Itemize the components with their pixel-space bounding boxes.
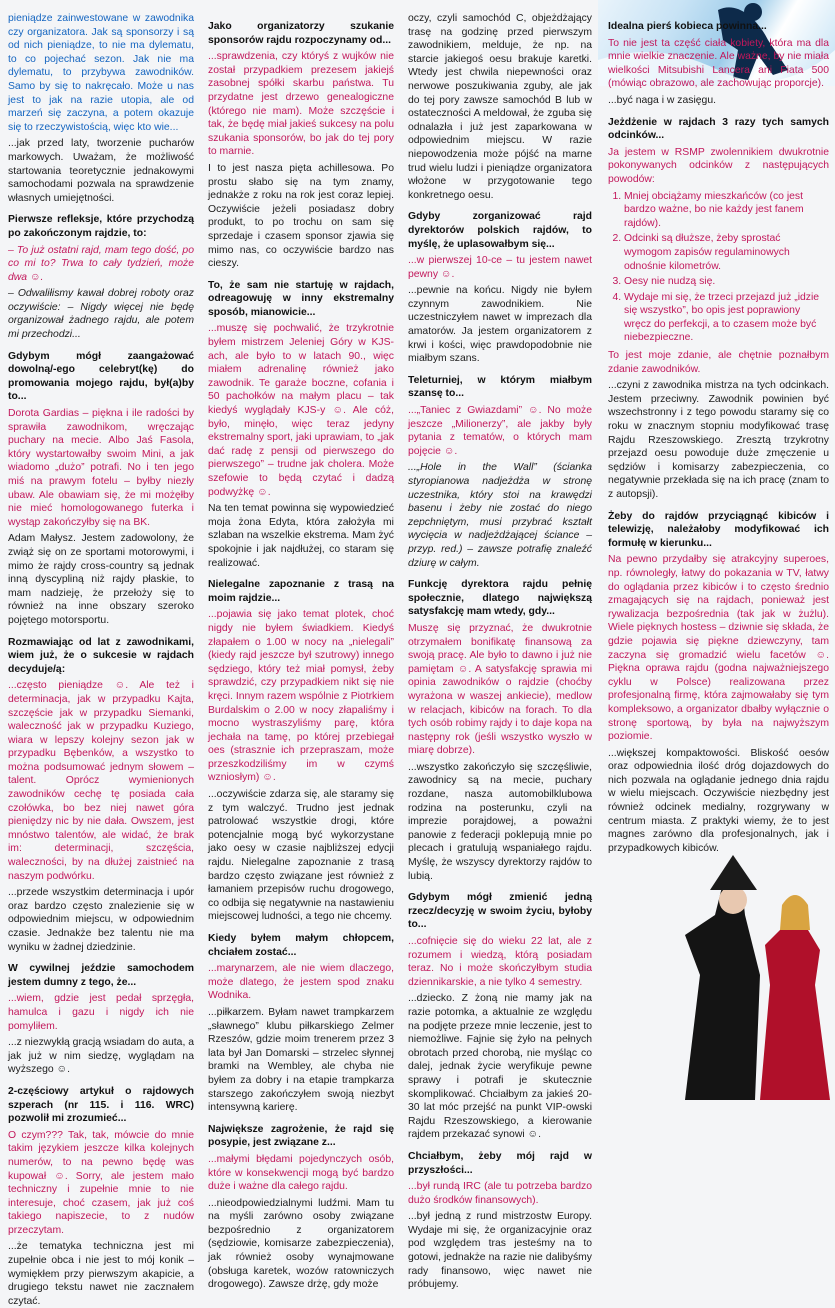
paragraph: – To już ostatni rajd, mam tego dość, po co mi to? Trwa to cały tydzień, może dwa ☺. [8, 244, 194, 283]
paragraph: oczy, czyli samochód C, objeżdżający trasę na godzinę przed pierwszym zawodnikiem, melduje, że np. na starcie jakiegoś oesu brakuje karetki. Wtedy jest chwila niepewności oraz nerwowe poszukiwania zguby, ale jak do tej pory zawsze samochód B lub w ostateczności A meldował, że zguba się odnalazła i już jest zaparkowana w odpowiednim miejscu. W razie niepowodzenia może pójść na marne trud wielu ludzi i pieniądze organizatora włożone w przygotowanie tego konkretnego oesu. [408, 13, 592, 201]
ideal-text-2: ...być naga i w zasięgu. [608, 94, 717, 106]
paragraph: ...w pierwszej 10-ce – tu jestem nawet pewny ☺. [408, 255, 592, 280]
paragraph: ...małymi błędami pojedynczych osób, które w konsekwencji mogą być bardzo duże i ważne dla całego rajdu. [208, 1153, 394, 1193]
paragraph: ...piłkarzem. Byłam nawet trampkarzem „sławnego” klubu piłkarskiego Zelmer Rzeszów, gdzie moim trenerem przez 3 lata był Jan Domarski – strzelec słynnej bramki na Wembley, ale chyba nie byłem za dobry i na etapie trampkarza starszego zakończyłem swoją niezbyt intensywną karierę. [208, 1006, 394, 1114]
list-item: 3. Oesy nie nudzą się. [624, 275, 829, 289]
paragraph: ...wszystko zakończyło się szczęśliwie, zawodnicy są na mecie, puchary rozdane, nasza automobilklubowa rodzina na posterunku, czyli na imprezie porajdowej, a poważni panowie z federacji poklepują mnie po plecach i gratulują wspaniałego rajdu. Myślę, że wszyscy dyrektorzy rajdów to lubią. [408, 761, 592, 882]
paragraph: Muszę się przyznać, że dwukrotnie otrzymałem bonifikatę finansową za swoją pracę. Ale było to dawno i już nie pamiętam ☺. A satysfakcję sprawia mi opinia zawodników o rajdzie (choćby wyrażona w waszej ankiecie), medlow w relacjach, kibiców na forach. To dla tych osób robimy rajdy i to daje kopa na następny rok (jeśli wszystko wyszło w miarę dobrze). [408, 622, 592, 757]
question-heading: Gdyby zorganizować rajd dyrektorów polskich rajdów, to myślę, że uplasowałbym się... [408, 211, 592, 250]
paragraph: Dorota Gardias – piękna i ile radości by sprawiła zawodnikom, wręczając puchary na mecie. Albo Jaś Fasola, który wystartowałby swoim Mini, a jak wiadomo „dużo” potrafi. No i ten jego miś na prawym fotelu – byłby niezły ubaw. Ale obawiam się, że mi możęłby nie mieć homologowanego futerka i wystąp zakończyłby się na BK. [8, 408, 194, 528]
question-heading: 2-częściowy artykuł o rajdowych szperach (nr 115. i 116. WRC) pozwolił mi zrozumieć... [8, 1085, 194, 1125]
list-item: 2. Odcinki są dłuższe, żeby sprostać wymogom zapisów regulaminowych odnośnie kilometrów. [624, 232, 829, 273]
paragraph: ...z niezwykłą gracją wsiadam do auta, a jak już w nim siedzę, wyglądam na wyższego ☺. [8, 1037, 194, 1076]
question-heading: Teleturniej, w którym miałbym szansę to... [408, 374, 592, 400]
question-heading: Gdybym mógł zaangażować dowolną/-ego celebryt(kę) do promowania mojego rajdu, był(a)by to... [8, 350, 194, 403]
column-3 [400, 0, 598, 1291]
paragraph: ...„Taniec z Gwiazdami” ☺. No może jeszcze „Milionerzy”, ale jakby były pytania z tematów, o których mam pojęcie ☺. [408, 405, 592, 457]
question-heading: Jako organizatorzy szukanie sponsorów rajdu rozpoczynamy od... [208, 21, 394, 46]
kibice-title: Żeby do rajdów przyciągnąć kibiców i telewizję, należałoby modyfikować ich formułę w kierunku... [608, 510, 829, 549]
ideal-title: Idealna pierś kobieca powinna... [608, 21, 767, 32]
list-item: 4. Wydaje mi się, że trzeci przejazd już „idzie się wszystko”, bo opis jest poprawiony wręcz do perfekcji, a to czasem może być niebezpieczne. [624, 291, 829, 345]
paragraph: ...nieodpowiedzialnymi ludźmi. Mam tu na myśli zarówno osoby związane bezpośrednio z organizatorem (sędziowie, komisarze zabezpieczenia), jak również osoby wynajmowane (obsługa karetek, wozów ratowniczych drogowego). Zawsze drżę, gdy może [208, 1197, 394, 1291]
paragraph: ...cofnięcie się do wieku 22 lat, ale z rozumem i wiedzą, którą posiadam teraz. No i może skończyłbym studia dziennikarskie, a nie tylko 4 semestry. [408, 936, 592, 988]
paragraph: ...marynarzem, ale nie wiem dlaczego, może dlatego, że jestem spod znaku Wodnika. [208, 963, 394, 1002]
paragraph: ...wiem, gdzie jest pedał sprzęgła, hamulca i gazu i nigdy ich nie pomyliłem. [8, 993, 194, 1032]
question-heading: Nielegalne zapoznanie z trasą na moim rajdzie... [208, 579, 394, 604]
paragraph: ...pewnie na końcu. Nigdy nie byłem czynnym zawodnikiem. Nie uczestniczyłem nawet w imprezach dla amatorów. Ja jestem organizatorem z krwi i kości, więc prawdopodobnie nie miałbym szans. [408, 285, 592, 365]
question-heading: Funkcję dyrektora rajdu pełnię społecznie, dlatego największą satysfakcję mam wtedy, gdy... [408, 579, 592, 618]
paragraph: ...dziecko. Z żoną nie mamy jak na razie potomka, a aktualnie ze względu na podjęte przeze mnie leczenie, jest to niemożliwe. Fajnie się żyło na pełnych obrotach przed chorobą, nie myśląc co dalej, jednak życie weryfikuje pewne sprawy i potrafi je skutecznie skomplikować. Chciałbym za jakieś 20-30 lat móc przejść na punkt VIP-owski Rajdu Rzeszowskiego, a kierowanie rajdem przekazać synowi ☺. [408, 993, 592, 1141]
question-heading: Kiedy byłem małym chłopcem, chciałem zostać... [208, 933, 394, 958]
paragraph: ...często pieniądze ☺. Ale też i determinacja, jak w przypadku Kajta, szczęście jak w przypadku Siemanki, waleczność jak w przypadku Kuziego, wiara w lepszy kolejny sezon jak w przypadku Bębenków, a wszystko to można podsumować jednym słowem – talent. Oprócz wymienionych zawodników cechę tę posiada cała czołówka, bo bez niej nawet góra pieniędzy nic by nie dała. Owszem, jest mnóstwo talentów, ale widać, że brak im: determinacji, szczęścia, waleczności, by na dłużej zaistnieć na naszym podwórku. [8, 680, 194, 882]
kibice-text: Na pewno przydałby się atrakcyjny superoes, np. równoległy, łatwy do pokazania w TV, łatwy do oglądania przez kibiców i to często średnio zmagających się na rajdach, ponieważ jest rywalizacja bezpośrednia (tak jak w żużlu). Wiele pięknych hostess – dziwnie się składa, że gdzie pojawia się piękne dziewczyny, tam zaczyna się gromadzić wielu facetów ☺. Piękna oprawa rajdu (godna najważniejszego cyklu w Polsce) realizowana przez profesjonalną firmę, która zajmowałaby się tym kompleksowo, a organizator dbałby wyłącznie o stronę sportową, by była na najwyższym poziomie. [608, 554, 829, 743]
question-heading: Chciałbym, żeby mój rajd w przyszłości... [408, 1150, 592, 1176]
paragraph: ...sprawdzenia, czy któryś z wujków nie został przypadkiem prezesem jakiejś zasobnej spółki skarbu państwa. Tu przydatne jest drzewo genealogiczne (którego nie mam). Może szczęście i tak, że będę miał jakieś sukcesy na polu szukania sponsorów, bo jak do tej pory to marnie. [208, 51, 394, 158]
paragraph: pieniądze zainwestowane w zawodnika czy organizatora. Jak są sponsorzy i są od nich pieniądze, to nie ma dylematu, to co pojechać sezon. Jak nie ma dylematu, to przybywa zawodników. Samo by się to nakręcało. Może u nas jest to jak na razie utopia, ale od marzeń się zaczyna, a potem okazuje się to rzeczywistością, więc kto wie... [8, 13, 194, 133]
jazda-text-2: To jest moje zdanie, ale chętnie poznałbym zdanie zawodników. [608, 350, 829, 375]
question-heading: Gdybym mógł zmienić jedną rzecz/decyzję w swoim życiu, byłoby to... [408, 892, 592, 931]
paragraph: – Odwaliłismy kawał dobrej roboty oraz oczywiście: – Nigdy więcej nie będę organizował żadnego rajdu, ale potem mi przechodzi... [8, 288, 194, 341]
paragraph: ...pojawia się jako temat plotek, choć nigdy nie byłem świadkiem. Kiedyś złapałem o 1.00 w nocy na „nielegali” (kiedy rajd jeszcze był szutrowy) innego sędziego, który też miał pomysł, żeby sprawdzić, czy przypadkiem nikt się nie kręci. Innym razem wspólnie z Piotrkiem Burdalskim o 2.00 w nocy złapaliśmy i mocno wystraszyliśmy parę, która jechała na tamę, po której przebiegał oes (strasznie ich przepraszam, może przeszkodziliśmy im w czymś wzniosłym) ☺. [208, 609, 394, 784]
question-heading: To, że sam nie startuję w rajdach, odreagowuję w inny ekstremalny sposób, mianowicie... [208, 279, 394, 318]
column-1 [0, 0, 200, 1307]
question-heading: Największe zagrożenie, że rajd się posypie, jest związane z... [208, 1123, 394, 1149]
jazda-text: Ja jestem w RSMP zwolennikiem dwukrotnie pokonywanych odcinków z następujących powodów: [608, 146, 829, 185]
kibice-text-2: ...większej kompaktowości. Bliskość oesów oraz odpowiednia ilość dróg dojazdowych do nich pozwala na oglądanie jednego dnia rajdu w wielu miejscach. Oczywiście niezbędny jest również odcinek medialny, rozgrywany w centrum miasta. Z praktyki wiemy, że to jest magnes zarówno dla profesjonalnych, jak i przypadkowych kibiców. [608, 747, 829, 854]
paragraph: I to jest nasza pięta achillesowa. Po prostu słabo się na tym znamy, jednakże z roku na rok jest coraz lepiej. Oczywiście jeżeli posiadasz dobry produkt, to po trochu on sam się sprzedaje i czasem sponsor zjawia się mimo nas, co oczywiście bardzo nas cieszy. [208, 162, 394, 270]
paragraph: Na ten temat powinna się wypowiedzieć moja żona Edyta, która założyła mi szlaban na wszelkie ekstrema. Mam żyć spokojnie i jak najdłużej, co staram się realizować. [208, 503, 394, 569]
paragraph: Adam Małysz. Jestem zadowolony, że zwiąż się on ze sportami motorowymi, i mimo że rajdy cross-country są jednak inną dyscypliną niż rajdy płaskie, to mam nadzieję, że przełoży się to również na inne obszary szeroko pojętego motorsportu. [8, 533, 194, 626]
paragraph: ...jak przed laty, tworzenie pucharów markowych. Uważam, że możliwość startowania teoretycznie jednakowymi samochodami pozwala na sprawdzenie własnych umiejętności. [8, 138, 194, 204]
ideal-text: To nie jest ta część ciała kobiety, która ma dla mnie wielkie znaczenie. Ale ważne, by nie miała wielkości Mitsubishi Lancera ani Fiata 500 (mówiąc obrazowo, ale zachowując proporcje). [608, 37, 829, 90]
question-heading: Pierwsze refleksje, które przychodzą po zakończonym rajdzie, to: [8, 214, 194, 239]
jazda-title: Jeżdżenie w rajdach 3 razy tych samych odcinków... [608, 116, 829, 142]
costume-women-photo [665, 855, 835, 1100]
paragraph: ...był jedną z rund mistrzostw Europy. Wydaje mi się, że organizacyjnie oraz pod względem tras jesteśmy na to gotowi, jednakże na razie nie dalibyśmy rady finansowo, więc nawet nie próbujemy. [408, 1211, 592, 1291]
paragraph: ...był rundą IRC (ale tu potrzeba bardzo dużo środków finansowych). [408, 1181, 592, 1206]
paragraph: ...oczywiście zdarza się, ale staramy się z tym walczyć. Trudno jest jednak patrolować wszystkie drogi, które potencjalnie mogą być wykorzystane jako oesy w czasie najbliższej edycji rajdu. Nielegalne zapoznanie z trasą bardzo często związane jest również z łamaniem przepisów ruchu drogowego, co odbija się negatywnie na nastawieniu miejscowej ludności, a tego nie chcemy. [208, 789, 394, 923]
paragraph: ...przede wszystkim determinacja i upór oraz bardzo często znalezienie się w odpowiednim miejscu, w odpowiednim czasie. Jednakże bez talentu nie ma wyniku w żadnej dziedzinie. [8, 887, 194, 953]
column-2 [200, 0, 400, 1291]
question-heading: W cywilnej jeździe samochodem jestem dumny z tego, że... [8, 963, 194, 988]
paragraph: ...muszę się pochwalić, że trzykrotnie byłem mistrzem Jeleniej Góry w KJS-ach, ale było to w latach 90., więc miałem adrenalinę również jako zawodnik. Te garaże boczne, cofania i 50 pachołków na małym placu – tak kiedyś wyglądały KJS-y ☺. Ale cóż, było, minęło, więc teraz jedyny ekstremalny sport, jaki uprawiam, to „jak dać radę z pensji od pierwszego do pierwszego” – trudne jak cholera. Może szefowie to będą czytać i dadzą podwyżkę ☺. [208, 323, 394, 498]
paragraph: ...„Hole in the Wall” (ścianka styropianowa nadjeżdża w stronę uczestnika, który stoi na krawędzi basenu i żeby nie zostać do niego zepchniętym, musi przybrać kształt wycięcia w nadjeżdżającej ściance – przyp. red.) – zawsze potrafię znaleźć dziurę w całym. [408, 462, 592, 569]
list-item: 1. Mniej obciążamy mieszkańców (co jest bardzo ważne, bo nie każdy jest fanem rajdów). [624, 190, 829, 231]
jazda-text-3: ...czyni z zawodnika mistrza na tych odcinkach. Jestem przeciwny. Zawodnik powinien być wszechstronny i z tego powodu staramy się co roku w znacznym stopniu modyfikować trasę Rajdu Rzeszowskiego. Zresztą trzykrotny przejazd oesu powoduje duże zmęczenie u sędziów i komisarzy zabezpieczenia, co negatywnie przekłada się na ich pracę (znam to z autopsji). [608, 380, 829, 500]
paragraph: O czym??? Tak, tak, mówcie do mnie takim językiem jeszcze kilka kolejnych numerów, to na pewno będę was kupował ☺. Sorry, ale jestem mało techniczny i zupełnie mnie to nie interesuje, choć czasem, jak już coś takiego napiszecie, to z nudów przeczytam. [8, 1129, 194, 1236]
jazda-list [608, 190, 829, 346]
paragraph: ...że tematyka techniczna jest mi zupełnie obca i nie jest to mój konik – wymiękłem przy pierwszym akapicie, a drugiego tekstu nawet nie zacznałem czytać. [8, 1241, 194, 1307]
question-heading: Rozmawiając od lat z zawodnikami, wiem już, że o sukcesie w rajdach decyduje/ą: [8, 636, 194, 675]
